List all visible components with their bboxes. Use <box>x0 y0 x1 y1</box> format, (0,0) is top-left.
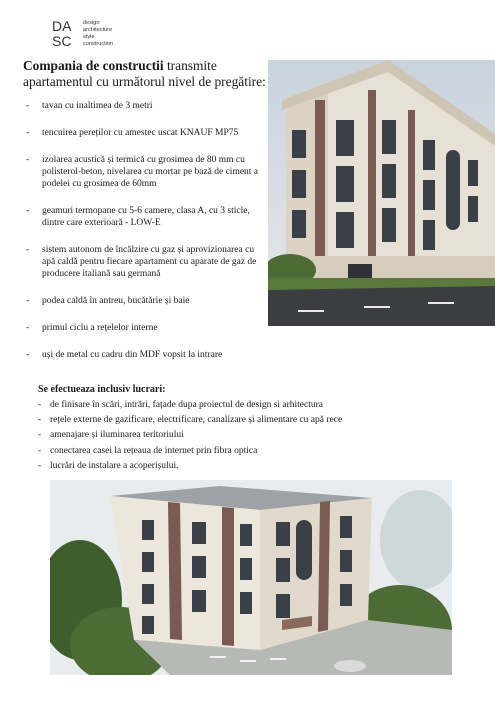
company-logo <box>52 18 142 52</box>
item-text: rețele externe de gazificare, electrificare, canalizare și alimentare cu apă rece <box>50 415 343 426</box>
list-item <box>23 349 268 361</box>
item-text: tavan cu inaltimea de 3 metri <box>42 101 153 111</box>
item-text: de finisare în scări, intrări, fațade dupa proiectul de design si arhitectura <box>50 400 324 410</box>
list-item <box>23 244 268 280</box>
list-item <box>23 322 268 334</box>
dash: - <box>26 350 30 360</box>
dash: - <box>26 206 30 216</box>
list-item <box>38 459 342 474</box>
dash: - <box>26 296 30 306</box>
item-text: podea caldă în antreu, bucătărie și baie <box>42 296 190 306</box>
dash: - <box>26 323 30 333</box>
building-aerial-view-image <box>50 480 452 675</box>
works-list <box>38 398 342 474</box>
logo-line: design <box>83 20 100 26</box>
logo-line: style <box>83 34 95 40</box>
item-text: uși de metal cu cadru din MDF vopsit la intrare <box>42 350 223 360</box>
logo-mark-icon <box>52 18 78 48</box>
item-text: primul ciclu a rețelelor interne <box>42 323 158 333</box>
logo-tagline <box>83 20 113 48</box>
features-list <box>23 100 268 361</box>
list-item <box>23 205 268 229</box>
list-item <box>23 100 268 112</box>
list-item <box>23 127 268 139</box>
dash: - <box>26 101 30 111</box>
item-text: conectarea casei la rețeaua de internet prin fibra optica <box>50 445 258 456</box>
item-text: amenajare și iluminarea teritoriului <box>50 430 184 441</box>
list-item <box>23 154 268 190</box>
dash: - <box>38 415 42 426</box>
item-text: sistem autonom de încălzire cu gaz și aprovizionarea cu apă caldă pentru fiecare apartament cu aparate de gaz de producere italiană sau germană <box>42 245 257 279</box>
building-street-view-image <box>268 60 495 326</box>
item-text: tencuirea pereților cu amestec uscat KNAUF MP75 <box>42 128 239 138</box>
item-text: geamuri termopane cu 5-6 camere, clasa A, cu 3 sticle, dintre care exterioară - LOW-E <box>42 206 250 228</box>
logo-line: architecture <box>83 27 113 33</box>
logo-mark-bottom: SC <box>52 33 72 48</box>
list-item <box>38 428 342 443</box>
dash: - <box>38 430 42 441</box>
logo-line: construction <box>83 41 114 47</box>
intro-text <box>23 58 268 90</box>
dash: - <box>38 400 42 410</box>
dash: - <box>26 128 30 138</box>
item-text: izolarea acustică și termică cu grosimea de 80 mm cu polisterol-beton, nivelarea cu mortar pe bază de ciment a podelei cu grosimea de 60mm <box>42 155 259 189</box>
dash: - <box>38 445 42 456</box>
dash: - <box>26 245 30 255</box>
logo-mark-top: DA <box>52 18 72 34</box>
dash: - <box>38 460 42 471</box>
intro-bold: Compania de constructii <box>23 58 164 73</box>
list-item <box>38 413 342 428</box>
list-item <box>23 295 268 307</box>
works-heading: Se efectueaza inclusiv lucrari: <box>38 384 166 395</box>
dash: - <box>26 155 30 165</box>
list-item <box>38 444 342 459</box>
intro-rest: transmite apartamentul cu următorul nivel de pregătire: <box>23 58 266 89</box>
item-text: lucrări de instalare a acoperișului. <box>50 460 179 471</box>
list-item <box>38 398 342 413</box>
